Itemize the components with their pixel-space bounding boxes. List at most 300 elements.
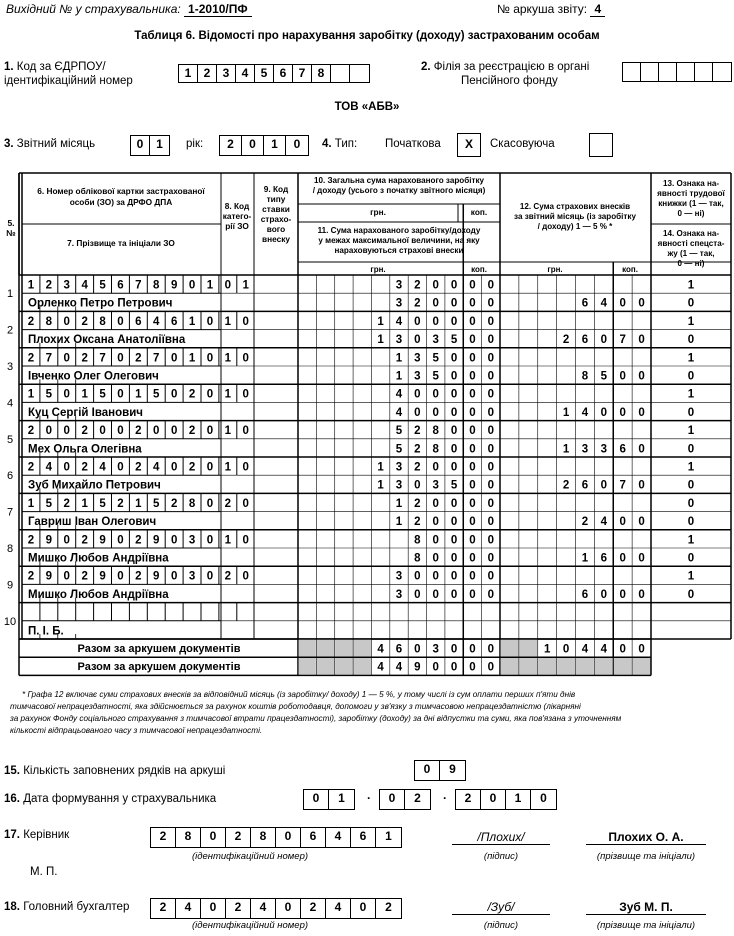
sum12-digit: 0 [619,588,626,601]
digit-cell[interactable]: 1 [264,136,286,155]
id-digit: 0 [206,497,214,510]
digit-cell[interactable]: 1 [179,65,198,82]
sum12-digit: 2 [562,479,570,492]
id-digit: 0 [188,279,196,292]
digit-cell[interactable]: 0 [540,791,547,805]
sum11-digit: 0 [414,479,421,492]
digit-cell[interactable]: 9 [449,762,456,776]
special-seniority-flag: 0 [687,516,695,529]
special-seniority-flag: 0 [687,479,695,492]
field1-label: 1. Код за ЄДРПОУ/ ідентифікаційний номер [4,61,133,87]
sum10-digit: 0 [487,425,495,438]
special-seniority-flag: 0 [687,297,695,310]
col11-header: у межах максимальної величини, на яку [318,236,480,245]
digit-cell[interactable]: 0 [242,136,264,155]
total-digit: 0 [414,643,421,656]
digit-cell[interactable]: 1 [156,137,163,151]
sum11-digit: 0 [469,552,476,565]
col11-header: 11. Сума нарахованого заробітку/доходу [317,226,481,235]
sum10-digit: 4 [395,388,403,401]
digit-cell[interactable]: 2 [151,899,176,918]
id-digit: 4 [45,461,53,474]
digit-cell[interactable]: 1 [338,791,345,805]
total-digit: 0 [469,643,476,656]
shaded-cell [501,640,519,657]
id-digit: 0 [63,570,70,583]
sum10-digit: 2 [414,279,421,292]
id-digit: 1 [224,315,232,328]
digit-cell[interactable]: 0 [481,790,506,809]
special-seniority-flag: 0 [687,370,695,383]
sum11-digit: 2 [414,297,421,310]
sum10-digit: 0 [487,315,495,328]
id-digit: 0 [170,425,178,438]
col14-header: 0 — ні) [677,259,705,268]
id-digit: 0 [63,352,70,365]
id-digit: 2 [27,461,35,474]
id-digit: 1 [224,388,232,401]
person-name: Гавриш Іван Олегович [28,516,157,529]
col9-header: типу [266,194,286,204]
sum11-digit: 0 [469,443,476,456]
name-caption: (прізвище та ініціали) [596,920,696,931]
sum11-digit: 0 [469,370,476,383]
id-digit: 2 [81,570,88,583]
special-seniority-flag: 0 [687,334,695,347]
special-seniority-flag: 0 [687,443,695,456]
id-digit: 2 [135,570,142,583]
kop-label: коп. [471,265,487,274]
digit-cell[interactable]: 4 [236,65,255,82]
sum11-digit: 3 [395,297,403,310]
col9-header: страхо- [260,214,292,224]
id-digit: 5 [99,388,106,401]
sum11-digit: 3 [395,588,403,601]
sum12-digit: 1 [562,443,570,456]
id-digit: 0 [242,461,249,474]
total-digit: 1 [543,643,551,656]
sum10-digit: 1 [395,352,403,365]
id-digit: 0 [117,570,124,583]
col9-header: 9. Код [263,184,289,194]
id-digit: 2 [45,279,53,292]
total-digit: 0 [432,661,439,674]
shaded-cell [335,640,352,657]
labor-book-flag: 1 [687,425,695,438]
sum12-digit: 0 [619,370,626,383]
total-digit: 0 [450,643,458,656]
sum12-digit: 7 [619,479,626,492]
id-digit: 6 [170,315,178,328]
shaded-cell [519,658,537,675]
id-digit: 2 [135,425,142,438]
sum11-digit: 0 [450,443,458,456]
director-name: Плохих О. А. [586,830,706,845]
id-digit: 0 [206,388,214,401]
sum10-digit: 3 [395,570,403,583]
sum12-digit: 6 [581,297,589,310]
digit-cell[interactable]: 6 [351,828,376,847]
id-digit: 0 [99,425,106,438]
sum10-digit: 0 [469,352,476,365]
row-number: 5 [6,433,14,446]
person-name: Куц Сергій Іванович [28,406,143,419]
digit-cell[interactable]: 5 [255,65,274,82]
sum10-digit: 0 [450,315,458,328]
sum12-digit: 1 [581,552,589,565]
person-name: Мех Ольга Олегівна [28,443,142,456]
row-number: 4 [6,397,14,410]
sum10-digit: 0 [450,570,458,583]
id-digit: 8 [45,315,53,328]
row-number: 2 [6,324,14,337]
total-digit: 4 [581,643,589,656]
digit-cell[interactable]: 2 [456,790,481,809]
sum12-digit: 5 [600,370,608,383]
grn-label: грн. [370,265,386,274]
id-digit: 7 [45,352,53,365]
id-digit: 0 [242,352,249,365]
id-digit: 5 [99,497,106,510]
id-digit: 0 [242,497,249,510]
sum11-digit: 0 [487,443,495,456]
id-digit: 2 [27,534,35,547]
digit-cell[interactable]: 1 [385,829,392,843]
sum12-digit: 0 [619,516,626,529]
sum10-digit: 8 [414,534,421,547]
date-day-cells[interactable] [303,789,355,810]
sheet-value: 4 [590,2,605,17]
sum10-digit: 0 [414,570,421,583]
id-digit: 2 [27,570,35,583]
id-digit: 2 [117,497,124,510]
director-label: 17. Керівник [4,829,70,841]
sum12-digit: 6 [581,588,589,601]
shaded-cell [595,658,613,675]
sum10-digit: 3 [395,279,403,292]
sum11-digit: 0 [432,588,439,601]
sum11-digit: 2 [414,443,421,456]
director-id-cells[interactable] [150,827,402,848]
id-digit: 5 [99,279,106,292]
id-digit: 2 [81,352,88,365]
col10-header: / доходу (усього з початку звітного місяця) [312,186,486,195]
col5-header: 5. [7,218,15,228]
sum11-digit: 2 [414,516,421,529]
col13-header: книжки (1 — так, [658,199,724,208]
id-digit: 1 [224,352,232,365]
digit-cell[interactable]: 8 [312,65,331,82]
date-separator: · [367,791,371,805]
digit-cell[interactable]: 2 [151,828,176,847]
id-digit: 0 [153,425,160,438]
sum12-digit: 6 [600,552,608,565]
id-digit: 2 [27,425,35,438]
id-digit: 0 [206,461,214,474]
shaded-cell [354,658,371,675]
digit-cell[interactable]: 0 [201,899,226,918]
digit-cell[interactable]: 0 [380,790,405,809]
id-digit: 4 [99,461,106,474]
col9-header: вого [266,224,286,234]
sum10-digit: 0 [432,461,439,474]
sum11-digit: 0 [432,406,439,419]
id-digit: 2 [81,425,88,438]
labor-book-flag: 1 [687,352,695,365]
col6-header: особи (ЗО) за ДРФО ДПА [69,197,173,207]
digit-cell[interactable]: 0 [351,899,376,918]
id-digit: 1 [188,315,196,328]
total-digit: 9 [414,661,421,674]
id-digit: 1 [224,534,232,547]
id-digit: 4 [153,461,160,474]
sum11-digit: 0 [469,297,476,310]
id-digit: 2 [63,497,70,510]
col6-header: 6. Номер облікової картки застрахованої [37,186,205,196]
sum12-digit: 4 [581,406,589,419]
type-initial-label: Початкова [385,138,441,150]
sum10-digit: 0 [450,425,458,438]
formation-date-label: 16. Дата формування у страхувальника [4,793,217,805]
sum12-digit: 1 [562,406,570,419]
sum10-digit: 0 [487,570,495,583]
col13-header: 13. Ознака на- [662,179,720,188]
id-digit: 3 [63,279,70,292]
id-digit: 1 [188,352,196,365]
sum11-digit: 0 [469,588,476,601]
shaded-cell [299,658,316,675]
id-digit: 1 [242,279,249,292]
id-digit: 2 [81,315,88,328]
id-digit: 0 [206,315,214,328]
col9-header: ставки [262,204,290,214]
digit-cell[interactable]: 6 [274,65,293,82]
special-seniority-flag: 0 [687,552,695,565]
digit-cell[interactable]: 0 [304,790,329,809]
id-digit: 9 [99,534,106,547]
sum10-digit: 2 [414,425,421,438]
kop-label: коп. [470,207,488,217]
total-digit: 0 [562,643,570,656]
total-digit: 4 [600,643,608,656]
col12-header: / доходу) 1 — 5 % * [537,222,613,231]
sum12-digit: 0 [638,443,645,456]
id-digit: 3 [188,570,196,583]
id-digit: 2 [135,352,142,365]
sheet-number: № аркуша звіту: 4 [497,2,605,16]
id-digit: 7 [135,279,142,292]
digit-cell[interactable]: 4 [176,899,201,918]
outgoing-value: 1-2010/ПФ [184,2,252,17]
sum11-digit: 0 [414,588,421,601]
sum12-digit: 0 [638,516,645,529]
id-digit: 5 [153,497,160,510]
sum10-digit: 0 [469,570,476,583]
col10-header: 10. Загальна сума нарахованого заробітку [313,176,485,185]
col12-header: 12. Сума страхових внесків [519,202,631,211]
sum12-digit: 0 [638,297,645,310]
sum10-digit: 0 [469,497,476,510]
digit-cell[interactable]: 1 [506,790,531,809]
id-digit: 2 [81,461,88,474]
labor-book-flag: 0 [687,497,695,510]
col9-header: внеску [262,234,290,244]
shaded-cell [633,658,651,675]
sum10-digit: 0 [469,425,476,438]
id-digit: 3 [188,534,196,547]
col12-header: за звітний місяць (із заробітку [514,212,636,221]
digit-cell[interactable]: 8 [176,828,201,847]
total-digit: 0 [487,661,495,674]
id-digit: 0 [63,461,70,474]
digit-cell[interactable]: 2 [301,899,326,918]
date-year-cells[interactable] [455,789,557,810]
total-digit: 6 [395,643,403,656]
id-digit: 7 [99,352,106,365]
digit-cell[interactable]: 2 [226,899,251,918]
sum11-digit: 0 [487,479,495,492]
id-digit: 8 [188,497,196,510]
totals-label: Разом за аркушем документів [77,643,241,655]
sum10-digit: 0 [469,388,476,401]
total-digit: 4 [377,643,384,656]
sum11-digit: 3 [395,479,403,492]
sum11-digit: 0 [469,334,476,347]
id-digit: 0 [117,315,124,328]
total-digit: 3 [432,643,439,656]
sum12-digit: 3 [600,443,608,456]
digit-cell[interactable]: 7 [293,65,312,82]
digit-cell[interactable]: 6 [301,828,326,847]
col8-header: рії ЗО [225,221,249,231]
labor-book-flag: 1 [687,279,695,292]
sum10-digit: 0 [432,315,439,328]
sum11-digit: 0 [487,370,495,383]
sum11-digit: 0 [487,516,495,529]
sum12-digit: 6 [581,334,589,347]
digit-cell[interactable]: 2 [198,65,217,82]
id-digit: 9 [99,570,106,583]
sum11-digit: 0 [450,552,458,565]
id-digit: 8 [153,279,160,292]
sum12-digit: 2 [581,516,589,529]
id-digit: 2 [188,461,196,474]
sum12-digit: 4 [600,297,608,310]
digit-cell[interactable]: 0 [276,899,301,918]
id-digit: 6 [117,279,124,292]
row-number: 3 [6,361,14,373]
id-digit: 0 [170,570,178,583]
digit-cell[interactable]: 0 [415,761,440,780]
sum11-digit: 0 [450,516,458,529]
special-seniority-flag: 0 [687,588,695,601]
accountant-name: Зуб М. П. [586,900,706,915]
stamp-place: М. П. [30,866,58,878]
row-number: 6 [6,470,14,483]
sum11-digit: 5 [450,479,458,492]
special-seniority-flag: 0 [687,406,695,419]
sum10-digit: 0 [487,388,495,401]
sum11-digit: 0 [487,334,495,347]
id-digit: 0 [242,388,249,401]
sum11-digit: 0 [432,297,439,310]
sum12-digit: 0 [638,370,645,383]
shaded-cell [354,640,371,657]
total-digit: 4 [395,661,403,674]
total-digit: 0 [638,643,645,656]
sum12-digit: 0 [600,334,608,347]
id-digit: 0 [242,534,249,547]
director-signature: /Плохих/ [452,830,550,845]
id-digit: 0 [242,570,249,583]
digit-cell[interactable]: 2 [385,900,392,914]
digit-cell[interactable]: 0 [293,137,301,151]
row-number: 7 [6,506,14,519]
shaded-cell [317,640,334,657]
digit-cell[interactable]: 4 [326,828,351,847]
digit-cell[interactable]: 8 [251,828,276,847]
sum12-digit: 4 [600,516,608,529]
date-separator: · [443,791,447,805]
digit-cell[interactable]: 2 [226,828,251,847]
sum12-digit: 0 [638,552,645,565]
filled-rows-cells[interactable] [414,760,466,781]
sum12-digit: 0 [638,588,645,601]
sum11-digit: 0 [432,516,439,529]
date-month-cells[interactable] [379,789,431,810]
digit-cell[interactable]: 0 [201,828,226,847]
sum11-digit: 0 [487,588,495,601]
sum11-digit: 0 [450,406,458,419]
col14-header: 14. Ознака на- [662,229,720,238]
id-digit: 1 [135,497,142,510]
digit-cell[interactable]: 3 [217,65,236,82]
field2-label: 2. Філія за реєстрацією в органі Пенсійного фонду [421,61,590,87]
labor-book-flag: 1 [687,461,695,474]
sum10-digit: 0 [432,388,439,401]
sum12-digit: 0 [600,588,608,601]
filled-rows-label: 15. Кількість заповнених рядків на аркуші [4,765,226,777]
id-digit: 0 [63,534,70,547]
type-cancel-label: Скасовуюча [490,138,555,150]
sum10-digit: 0 [432,570,439,583]
shaded-cell [299,640,316,657]
digit-cell[interactable]: 0 [276,828,301,847]
digit-cell[interactable]: 2 [414,791,421,805]
digit-cell[interactable]: 4 [326,899,351,918]
outgoing-label: Вихідний № у страхувальника: 1-2010/ПФ [6,2,252,16]
sum10-digit: 0 [414,388,421,401]
director-id-caption: (ідентифікаційний номер) [191,851,309,862]
person-name: Орленко Петро Петрович [28,297,173,310]
sum10-digit: 0 [432,279,439,292]
sum11-digit: 0 [432,552,439,565]
sum12-digit: 0 [600,406,608,419]
type-initial-checkbox[interactable]: X [457,133,481,157]
total-digit: 0 [487,643,495,656]
digit-cell[interactable]: 0 [131,136,150,155]
sum10-digit: 1 [377,315,384,328]
shaded-cell [519,640,537,657]
sum11-digit: 3 [414,370,421,383]
accountant-id-cells[interactable] [150,898,402,919]
digit-cell[interactable]: 2 [220,136,242,155]
id-digit: 0 [224,279,232,292]
sum10-digit: 0 [469,534,476,547]
digit-cell[interactable]: 4 [251,899,276,918]
person-name: П. І. Б. [28,625,64,638]
id-digit: 2 [224,497,232,510]
